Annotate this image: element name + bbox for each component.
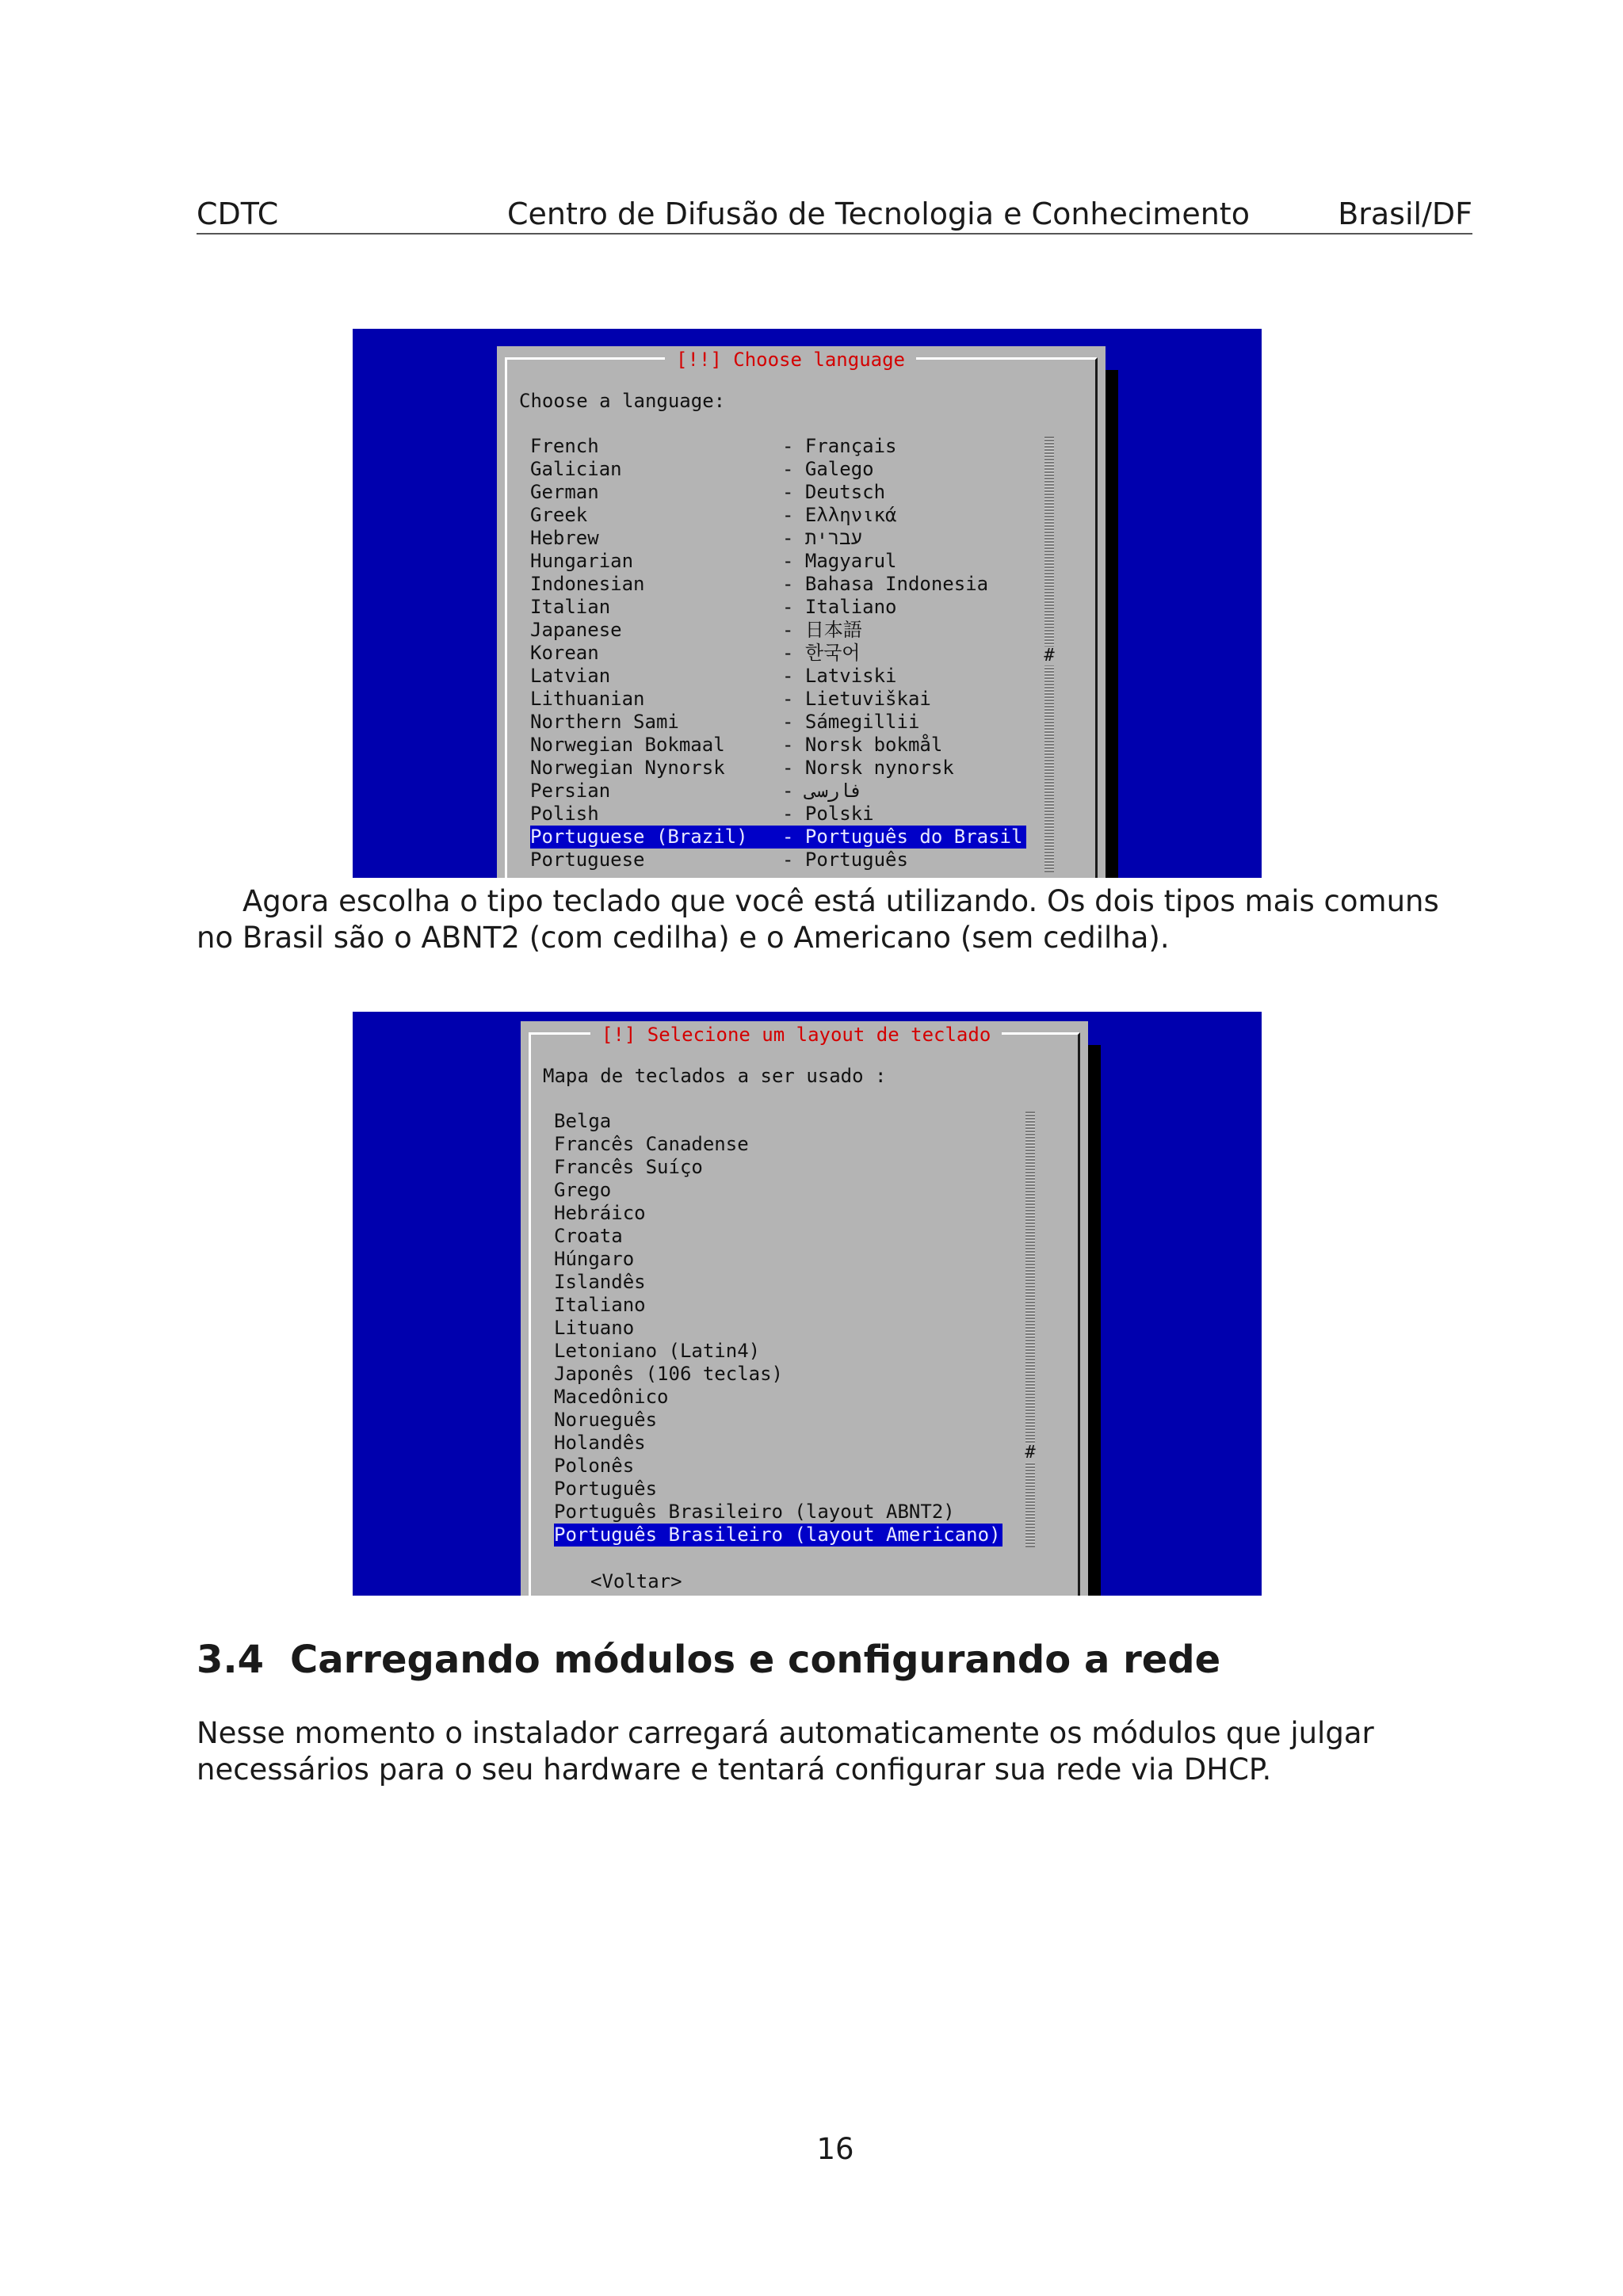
language-native-name: - Latviski <box>782 665 897 687</box>
list-item[interactable] <box>530 596 1028 619</box>
layout-name: Português <box>554 1478 658 1500</box>
paragraph-keyboard: Agora escolha o tipo teclado que você está utilizando. Os dois tipos mais comuns no Brasil são o ABNT2 (com cedilha) e o Americano (sem cedilha). <box>197 884 1439 955</box>
language-native-name: - Norsk nynorsk <box>782 757 954 779</box>
language-name: Norwegian Nynorsk <box>530 757 725 779</box>
list-item[interactable] <box>530 619 1028 642</box>
list-item[interactable] <box>554 1455 1002 1478</box>
language-native-name: - Bahasa Indonesia <box>782 573 989 595</box>
scroll-thumb[interactable]: # <box>1025 1443 1036 1463</box>
paragraph-modules: Nesse momento o instalador carregará automaticamente os módulos que julgar necessários para o seu hardware e tentará configurar sua rede via DHCP. <box>197 1716 1374 1787</box>
header-right: Brasil/DF <box>1338 196 1472 231</box>
list-item[interactable] <box>530 435 1028 458</box>
layout-name: Japonês (106 teclas) <box>554 1363 783 1385</box>
list-item[interactable] <box>554 1317 1002 1340</box>
language-name: Portuguese <box>530 849 645 871</box>
layout-name: Letoniano (Latin4) <box>554 1340 761 1362</box>
keyboard-list <box>554 1110 1002 1547</box>
list-item[interactable] <box>554 1271 1002 1294</box>
layout-name: Belga <box>554 1110 612 1132</box>
list-item[interactable] <box>530 711 1028 734</box>
layout-name: Português Brasileiro (layout Americano) <box>554 1524 1001 1546</box>
list-item[interactable] <box>530 757 1028 780</box>
keyboard-screenshot <box>353 1012 1262 1596</box>
list-item[interactable] <box>554 1248 1002 1271</box>
language-native-name: - Ελληνικά <box>782 504 897 526</box>
language-screenshot <box>353 329 1262 878</box>
layout-name: Polonês <box>554 1455 635 1477</box>
language-native-name: - Português do Brasil <box>782 826 1023 848</box>
language-name: French <box>530 435 599 457</box>
list-item[interactable] <box>554 1409 1002 1432</box>
language-native-name: - فارسی <box>782 780 863 802</box>
page-header <box>197 195 1472 235</box>
language-native-name: - Lietuviškai <box>782 688 931 710</box>
list-item[interactable] <box>554 1225 1002 1248</box>
layout-name: Hebráico <box>554 1202 646 1224</box>
header-center: Centro de Difusão de Tecnologia e Conhecimento <box>507 196 1250 231</box>
language-native-name: - Magyarul <box>782 550 897 572</box>
list-item[interactable] <box>554 1501 1002 1524</box>
list-item[interactable] <box>530 527 1028 550</box>
language-native-name: - Português <box>782 849 908 871</box>
language-name: Greek <box>530 504 588 526</box>
layout-name: Francês Suíço <box>554 1156 703 1178</box>
language-native-name: - עברית <box>782 527 862 549</box>
language-native-name: - Polski <box>782 803 874 825</box>
layout-name: Holandês <box>554 1432 646 1454</box>
language-name: Latvian <box>530 665 611 687</box>
language-name: Italian <box>530 596 611 618</box>
list-item[interactable] <box>530 550 1028 573</box>
layout-name: Francês Canadense <box>554 1133 749 1155</box>
list-item[interactable] <box>554 1294 1002 1317</box>
list-item[interactable] <box>554 1432 1002 1455</box>
language-native-name: - Deutsch <box>782 481 886 503</box>
list-item[interactable] <box>530 481 1028 504</box>
header-left: CDTC <box>197 196 279 231</box>
layout-name: Islandês <box>554 1271 646 1293</box>
list-item[interactable] <box>530 504 1028 527</box>
list-item[interactable] <box>530 734 1028 757</box>
layout-name: Português Brasileiro (layout ABNT2) <box>554 1501 955 1523</box>
language-name: Polish <box>530 803 599 825</box>
list-item[interactable] <box>530 826 1026 849</box>
scrollbar[interactable] <box>1025 1112 1035 1547</box>
layout-name: Croata <box>554 1225 623 1247</box>
language-name: Hungarian <box>530 550 634 572</box>
layout-name: Norueguês <box>554 1409 658 1431</box>
list-item[interactable] <box>530 458 1028 481</box>
list-item[interactable] <box>554 1524 1002 1547</box>
language-native-name: - Galego <box>782 458 874 480</box>
language-native-name: - Italiano <box>782 596 897 618</box>
list-item[interactable] <box>530 573 1028 596</box>
list-item[interactable] <box>554 1110 1002 1133</box>
list-item[interactable] <box>554 1478 1002 1501</box>
language-native-name: - Norsk bokmål <box>782 734 943 756</box>
language-name: Northern Sami <box>530 711 679 733</box>
dialog-prompt: Mapa de teclados a ser usado : <box>543 1065 887 1087</box>
language-dialog <box>497 346 1106 878</box>
layout-name: Húngaro <box>554 1248 635 1270</box>
section-number: 3.4 <box>197 1638 265 1682</box>
language-name: Lithuanian <box>530 688 645 710</box>
layout-name: Macedônico <box>554 1386 669 1408</box>
language-native-name: - 한국어 <box>782 642 861 664</box>
list-item[interactable] <box>554 1133 1002 1156</box>
dialog-title: [!] Selecione um layout de teclado <box>590 1021 1002 1048</box>
list-item[interactable] <box>530 780 1028 803</box>
list-item[interactable] <box>530 849 1028 871</box>
layout-name: Grego <box>554 1179 612 1201</box>
language-name: Indonesian <box>530 573 645 595</box>
dialog-prompt: Choose a language: <box>519 390 726 412</box>
language-native-name: - 日本語 <box>782 619 862 641</box>
layout-name: Lituano <box>554 1317 635 1339</box>
language-name: Japanese <box>530 619 622 641</box>
list-item[interactable] <box>554 1386 1002 1409</box>
back-button[interactable]: <Voltar> <box>590 1570 682 1592</box>
dialog-title: [!!] Choose language <box>665 346 916 373</box>
section-title: Carregando módulos e configurando a rede <box>290 1638 1221 1682</box>
list-item[interactable] <box>554 1363 1002 1386</box>
language-name: Norwegian Bokmaal <box>530 734 725 756</box>
language-name: Portuguese (Brazil) <box>530 826 748 848</box>
section-heading <box>197 1636 1220 1684</box>
language-native-name: - Sámegillii <box>782 711 920 733</box>
language-name: Galician <box>530 458 622 480</box>
list-item[interactable] <box>554 1156 1002 1179</box>
language-name: Korean <box>530 642 599 664</box>
list-item[interactable] <box>530 642 1028 665</box>
page-number: 16 <box>816 2132 854 2166</box>
layout-name: Italiano <box>554 1294 646 1316</box>
list-item[interactable] <box>530 803 1028 826</box>
language-name: Persian <box>530 780 611 802</box>
language-list <box>530 435 1028 871</box>
list-item[interactable] <box>554 1202 1002 1225</box>
keyboard-dialog <box>521 1021 1088 1596</box>
language-native-name: - Français <box>782 435 897 457</box>
list-item[interactable] <box>530 688 1028 711</box>
scroll-thumb[interactable]: # <box>1044 646 1055 666</box>
list-item[interactable] <box>554 1340 1002 1363</box>
language-name: German <box>530 481 599 503</box>
language-name: Hebrew <box>530 527 599 549</box>
list-item[interactable] <box>554 1179 1002 1202</box>
list-item[interactable] <box>530 665 1028 688</box>
